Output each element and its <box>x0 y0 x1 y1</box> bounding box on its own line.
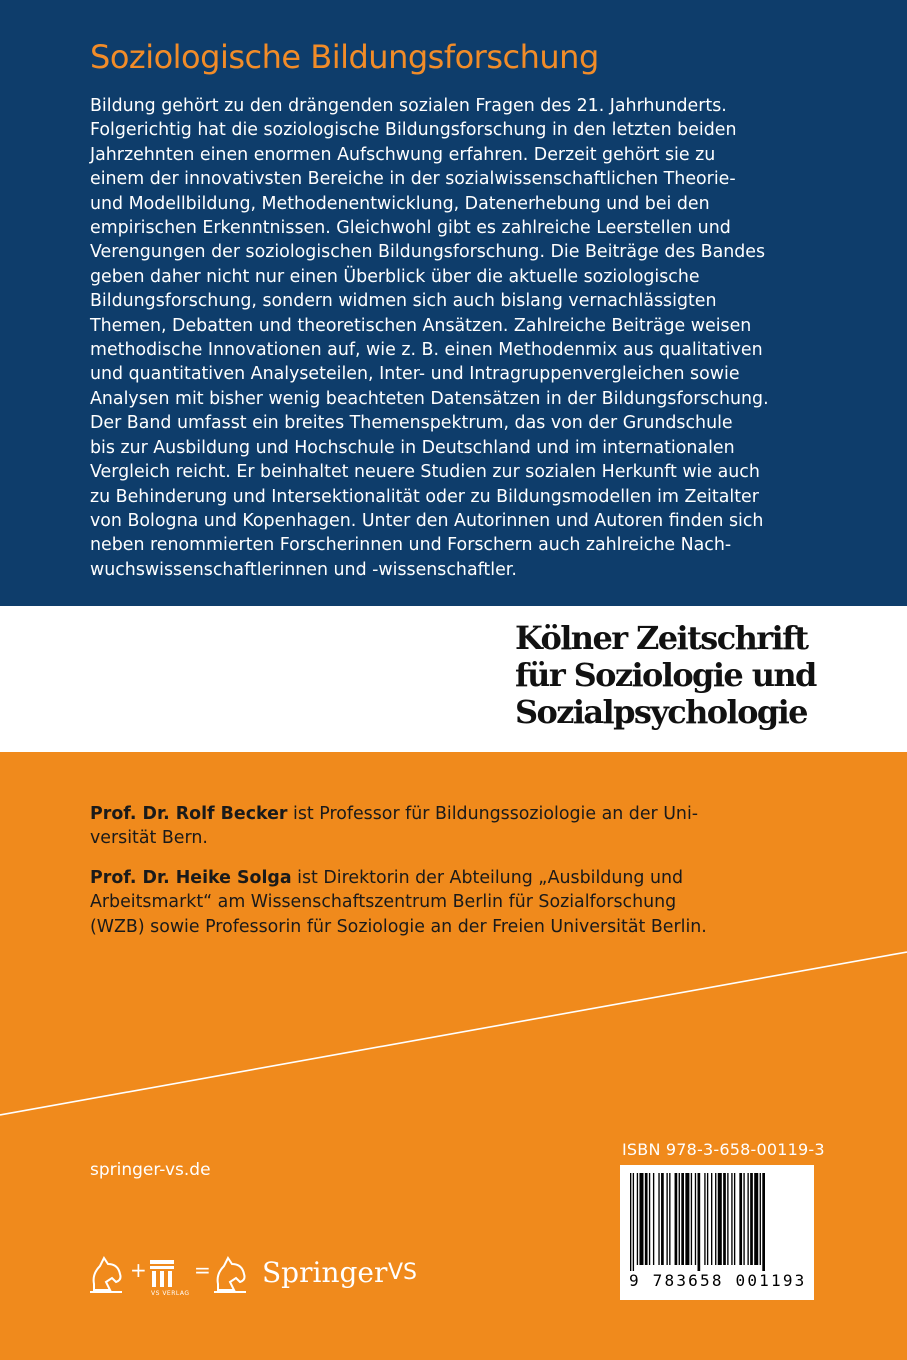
barcode-bar <box>743 1173 744 1265</box>
barcode-bar <box>711 1173 712 1265</box>
blurb-line: neben renommierten Forscherinnen und Forschern auch zahlreiche Nach- <box>90 535 732 556</box>
barcode-digits: 9 783658 001193 <box>629 1271 807 1290</box>
logo-plus: + <box>130 1258 147 1282</box>
author-bio-becker <box>90 802 780 851</box>
barcode-bar <box>649 1173 650 1265</box>
barcode-bar <box>666 1173 667 1265</box>
author-bio-solga <box>90 866 780 939</box>
blurb-line: Analysen mit bisher wenig beachteten Datensätzen in der Bildungsforschung. <box>90 388 769 409</box>
blurb-line: Bildungsforschung, sondern widmen sich auch bislang vernachlässigten <box>90 291 717 312</box>
barcode-bar <box>685 1173 689 1265</box>
barcode-bar <box>707 1173 708 1265</box>
barcode-bar <box>754 1173 758 1265</box>
barcode-bar <box>695 1173 696 1265</box>
springer-knight-icon <box>90 1258 122 1292</box>
blurb-line: von Bologna und Kopenhagen. Unter den Autorinnen und Autoren finden sich <box>90 510 764 531</box>
barcode-bar <box>723 1173 726 1265</box>
barcode-bar <box>734 1173 735 1265</box>
blurb-line: und quantitativen Analyseteilen, Inter- und Intragruppenvergleichen sowie <box>90 364 740 385</box>
barcode-bar <box>639 1173 643 1265</box>
blurb-line: Themen, Debatten und theoretischen Ansätzen. Zahlreiche Beiträge weisen <box>90 315 752 336</box>
barcode-bar <box>718 1173 722 1265</box>
blurb-line: Der Band umfasst ein breites Themenspektrum, das von der Grundschule <box>90 413 733 434</box>
barcode-bar <box>653 1173 654 1265</box>
vs-verlag-label: VS VERLAG <box>151 1290 190 1297</box>
blurb-panel <box>0 0 907 606</box>
journal-line: Kölner Zeitschrift <box>515 619 808 657</box>
barcode-bar <box>633 1173 634 1271</box>
blurb-text <box>90 94 830 582</box>
barcode-bar <box>658 1173 659 1265</box>
blurb-line: empirischen Erkenntnissen. Gleichwohl gibt es zahlreiche Leerstellen und <box>90 218 731 239</box>
barcode-bar <box>637 1173 638 1265</box>
springer-knight-icon <box>214 1258 246 1292</box>
author-name: Prof. Dr. Heike Solga <box>90 868 292 888</box>
blurb-line: und Modellbildung, Methodenentwicklung, Datenerhebung und bei den <box>90 193 710 214</box>
publisher-name: Springer <box>262 1256 388 1289</box>
blurb-line: Bildung gehört zu den drängenden sozialen Fragen des 21. Jahrhunderts. <box>90 96 727 116</box>
blurb-line: geben daher nicht nur einen Überblick über die aktuelle soziologische <box>90 266 700 287</box>
website-link[interactable]: springer-vs.de <box>90 1160 211 1180</box>
barcode-bar <box>645 1173 648 1265</box>
blurb-line: Verengungen der soziologischen Bildungsforschung. Die Beiträge des Bandes <box>90 242 766 263</box>
barcode-bar <box>750 1173 753 1265</box>
barcode-bar <box>760 1173 761 1265</box>
barcode-bars <box>620 1165 814 1273</box>
barcode-bar <box>661 1173 664 1265</box>
journal-line: Sozialpsychologie <box>515 693 807 731</box>
barcode-bar <box>739 1173 742 1265</box>
barcode-bar <box>669 1173 670 1265</box>
barcode-bar <box>747 1173 748 1265</box>
barcode-bar <box>675 1173 678 1265</box>
blurb-line: wuchswissenschaftlerinnen und -wissenschaftler. <box>90 559 517 580</box>
author-name: Prof. Dr. Rolf Becker <box>90 804 288 824</box>
barcode-bar <box>630 1173 631 1271</box>
vs-verlag-icon <box>150 1260 174 1287</box>
barcode-bar <box>731 1173 732 1265</box>
barcode-bar <box>691 1173 692 1265</box>
barcode-bar <box>715 1173 716 1265</box>
blurb-line: zu Behinderung und Intersektionalität oder zu Bildungsmodellen im Zeitalter <box>90 486 759 507</box>
journal-name <box>515 620 816 731</box>
journal-line: für Soziologie und <box>515 656 816 694</box>
barcode-bar <box>762 1173 765 1271</box>
barcode-bar <box>698 1173 701 1271</box>
logo-equals: = <box>194 1258 211 1282</box>
author-bio-line: (WZB) sowie Professorin für Soziologie an der Freien Universität Berlin. <box>90 916 707 937</box>
author-bio-line: ist Direktorin der Abteilung „Ausbildung und <box>291 868 684 888</box>
author-bio-line: versität Bern. <box>90 828 208 849</box>
barcode-bar <box>727 1173 728 1265</box>
publisher-suffix: VS <box>388 1260 418 1285</box>
blurb-line: Jahrzehnten einen enormen Aufschwung erfahren. Derzeit gehört sie zu <box>90 144 716 165</box>
blurb-line: einem der innovativsten Bereiche in der sozialwissenschaftlichen Theorie- <box>90 169 736 190</box>
blurb-line: methodische Innovationen auf, wie z. B. einen Methodenmix aus qualitativen <box>90 340 763 361</box>
blurb-line: Folgerichtig hat die soziologische Bildungsforschung in den letzten beiden <box>90 120 737 141</box>
book-title: Soziologische Bildungsforschung <box>90 38 599 76</box>
blurb-line: Vergleich reicht. Er beinhaltet neuere Studien zur sozialen Herkunft wie auch <box>90 462 760 483</box>
barcode-bar <box>681 1173 684 1265</box>
isbn-label: ISBN 978-3-658-00119-3 <box>622 1140 825 1159</box>
barcode-bar <box>679 1173 680 1265</box>
author-bio-line: Arbeitsmarkt“ am Wissenschaftszentrum Berlin für Sozialforschung <box>90 892 677 913</box>
author-bio-line: ist Professor für Bildungssoziologie an der Uni- <box>287 804 699 824</box>
barcode-bar <box>704 1173 705 1265</box>
blurb-line: bis zur Ausbildung und Hochschule in Deutschland und im internationalen <box>90 437 735 458</box>
